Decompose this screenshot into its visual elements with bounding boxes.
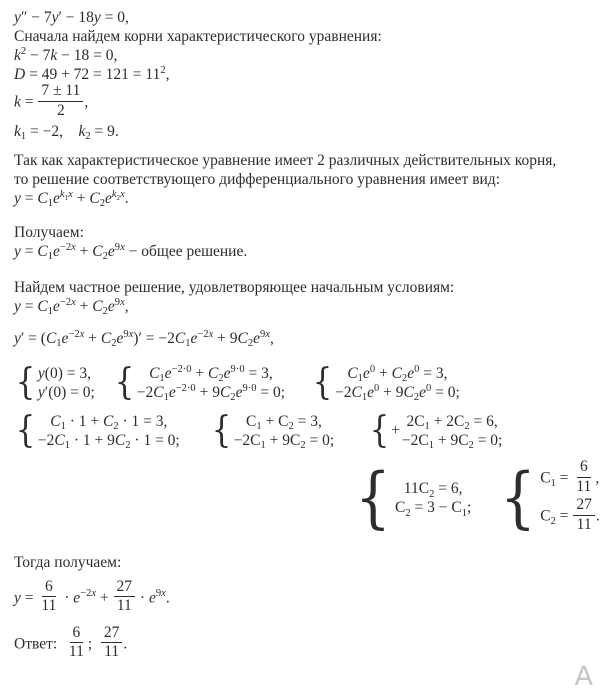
plus-sign: +	[391, 422, 400, 440]
equation-differential: y″ − 7y′ − 18y = 0,	[14, 9, 129, 26]
equation-general-form: $y = C_1e^{k_1x} + C_2e^{k_2x}$.	[14, 189, 129, 210]
system-brace: {	[15, 410, 36, 452]
equation-characteristic: $k^2 - 7k - 18 = 0$,	[14, 46, 118, 64]
system-equations	[38, 364, 95, 402]
system-substituted-zero	[113, 364, 285, 402]
equation-final-solution: y = $\frac{6}{11}$ · $e^{-2x}$ + $\frac{27}{11}$ · $e^{9x}$.	[14, 577, 170, 615]
system-brace: {	[500, 459, 537, 537]
system-brace: {	[211, 410, 231, 452]
system-e-power-zero	[311, 364, 460, 402]
equation-general-solution: $y = C_1e^{-2x} + C_2e^{9x}$ − общее решение.	[14, 242, 248, 263]
section-final-solution	[14, 577, 586, 618]
system-equations	[395, 479, 471, 517]
system-equation: $C_2$ = $\frac{27}{11}$ .	[540, 496, 600, 533]
system-equations	[335, 364, 460, 402]
system-equation: $-2C_1 \cdot 1 + 9C_2 \cdot 1 = 0$;	[37, 432, 180, 452]
text-two-real-roots-1: Так как характеристическое уравнение имеет 2 различных действительных корня,	[14, 152, 557, 170]
system-equations	[402, 412, 503, 450]
system-simplified	[210, 412, 334, 450]
system-equations	[540, 460, 599, 536]
systems-row-1	[14, 364, 586, 402]
system-equation: $C_1$ = $\frac{6}{11}$ ,	[540, 458, 600, 495]
system-equation: $C_1 + C_2 = 3$,	[246, 413, 322, 433]
system-equation: $2C_1 + 2C_2 = 6$,	[406, 413, 498, 433]
system-equation: $C_2 = 3 - C_1$;	[395, 499, 472, 519]
system-brace: {	[355, 459, 391, 537]
section-particular-solution	[14, 278, 586, 316]
system-equation: $-2C_1 + 9C_2 = 0$;	[401, 432, 503, 452]
text-then-label: Тогда получаем:	[14, 553, 122, 571]
system-brace: {	[15, 362, 36, 404]
system-constants-values	[497, 460, 599, 536]
text-particular-label: Найдем частное решение, удовлетворяющее начальным условиям:	[14, 279, 455, 297]
text-obtain-label: Получаем:	[14, 224, 84, 242]
answer-line: Ответ: $\frac{6}{11}$ ; $\frac{27}{11}$ .	[14, 623, 128, 661]
equation-derivative: $y' = (C_1e^{-2x} + C_2e^{9x})' = -2C_1e^{-2x} + 9C_2e^{9x}$,	[14, 329, 274, 350]
section-general-solution	[14, 223, 586, 261]
system-brace: {	[312, 362, 333, 404]
section-characteristic-equation	[14, 8, 586, 141]
text-find-roots: Сначала найдем корни характеристического уравнения:	[14, 28, 382, 45]
equation-roots-formula: k = $\frac{7 \pm 11}{2}$ ,	[14, 82, 89, 119]
system-equation: $-2C_1e^{-2\cdot 0} + 9C_2e^{9\cdot 0} = 0$;	[136, 383, 286, 404]
system-solved-c2	[352, 459, 472, 537]
watermark-letter: А	[574, 661, 593, 692]
system-equation: y′(0) = 0;	[37, 384, 95, 402]
section-answer	[14, 623, 586, 664]
equation-roots-values: $k_1 = -2$, $k_2 = 9$.	[14, 123, 119, 143]
system-equation: $-2C_1 + 9C_2 = 0$;	[233, 432, 335, 452]
system-initial-conditions	[14, 364, 95, 402]
system-brace: {	[369, 410, 390, 452]
system-equation: $11C_2 = 6$,	[403, 480, 463, 500]
system-equation: $-2C_1e^0 + 9C_2e^0 = 0$;	[334, 383, 460, 404]
system-times-one	[14, 412, 180, 450]
section-then-label	[14, 553, 586, 572]
systems-row-3	[352, 458, 600, 537]
equation-discriminant: $D = 49 + 72 = 121 = 11^2$,	[14, 65, 170, 83]
system-brace: {	[114, 362, 135, 404]
system-equation: $C_1 \cdot 1 + C_2 \cdot 1 = 3$,	[50, 413, 168, 433]
system-equation: $C_1e^0 + C_2e^0 = 3$,	[347, 364, 448, 385]
system-equation: $C_1e^{-2\cdot 0} + C_2e^{9\cdot 0} = 3$,	[149, 364, 273, 385]
system-addition	[368, 412, 502, 450]
section-general-solution-form	[14, 151, 586, 208]
section-derivative	[14, 329, 586, 348]
system-equations	[234, 412, 335, 450]
system-equations	[137, 364, 285, 402]
system-equation: y(0) = 3,	[37, 365, 91, 383]
systems-row-2	[14, 412, 586, 450]
text-two-real-roots-2: то решение соответствующего дифференциального уравнения имеет вид:	[14, 171, 501, 189]
equation-particular: $y = C_1e^{-2x} + C_2e^{9x}$,	[14, 297, 129, 318]
system-equations	[38, 412, 180, 450]
